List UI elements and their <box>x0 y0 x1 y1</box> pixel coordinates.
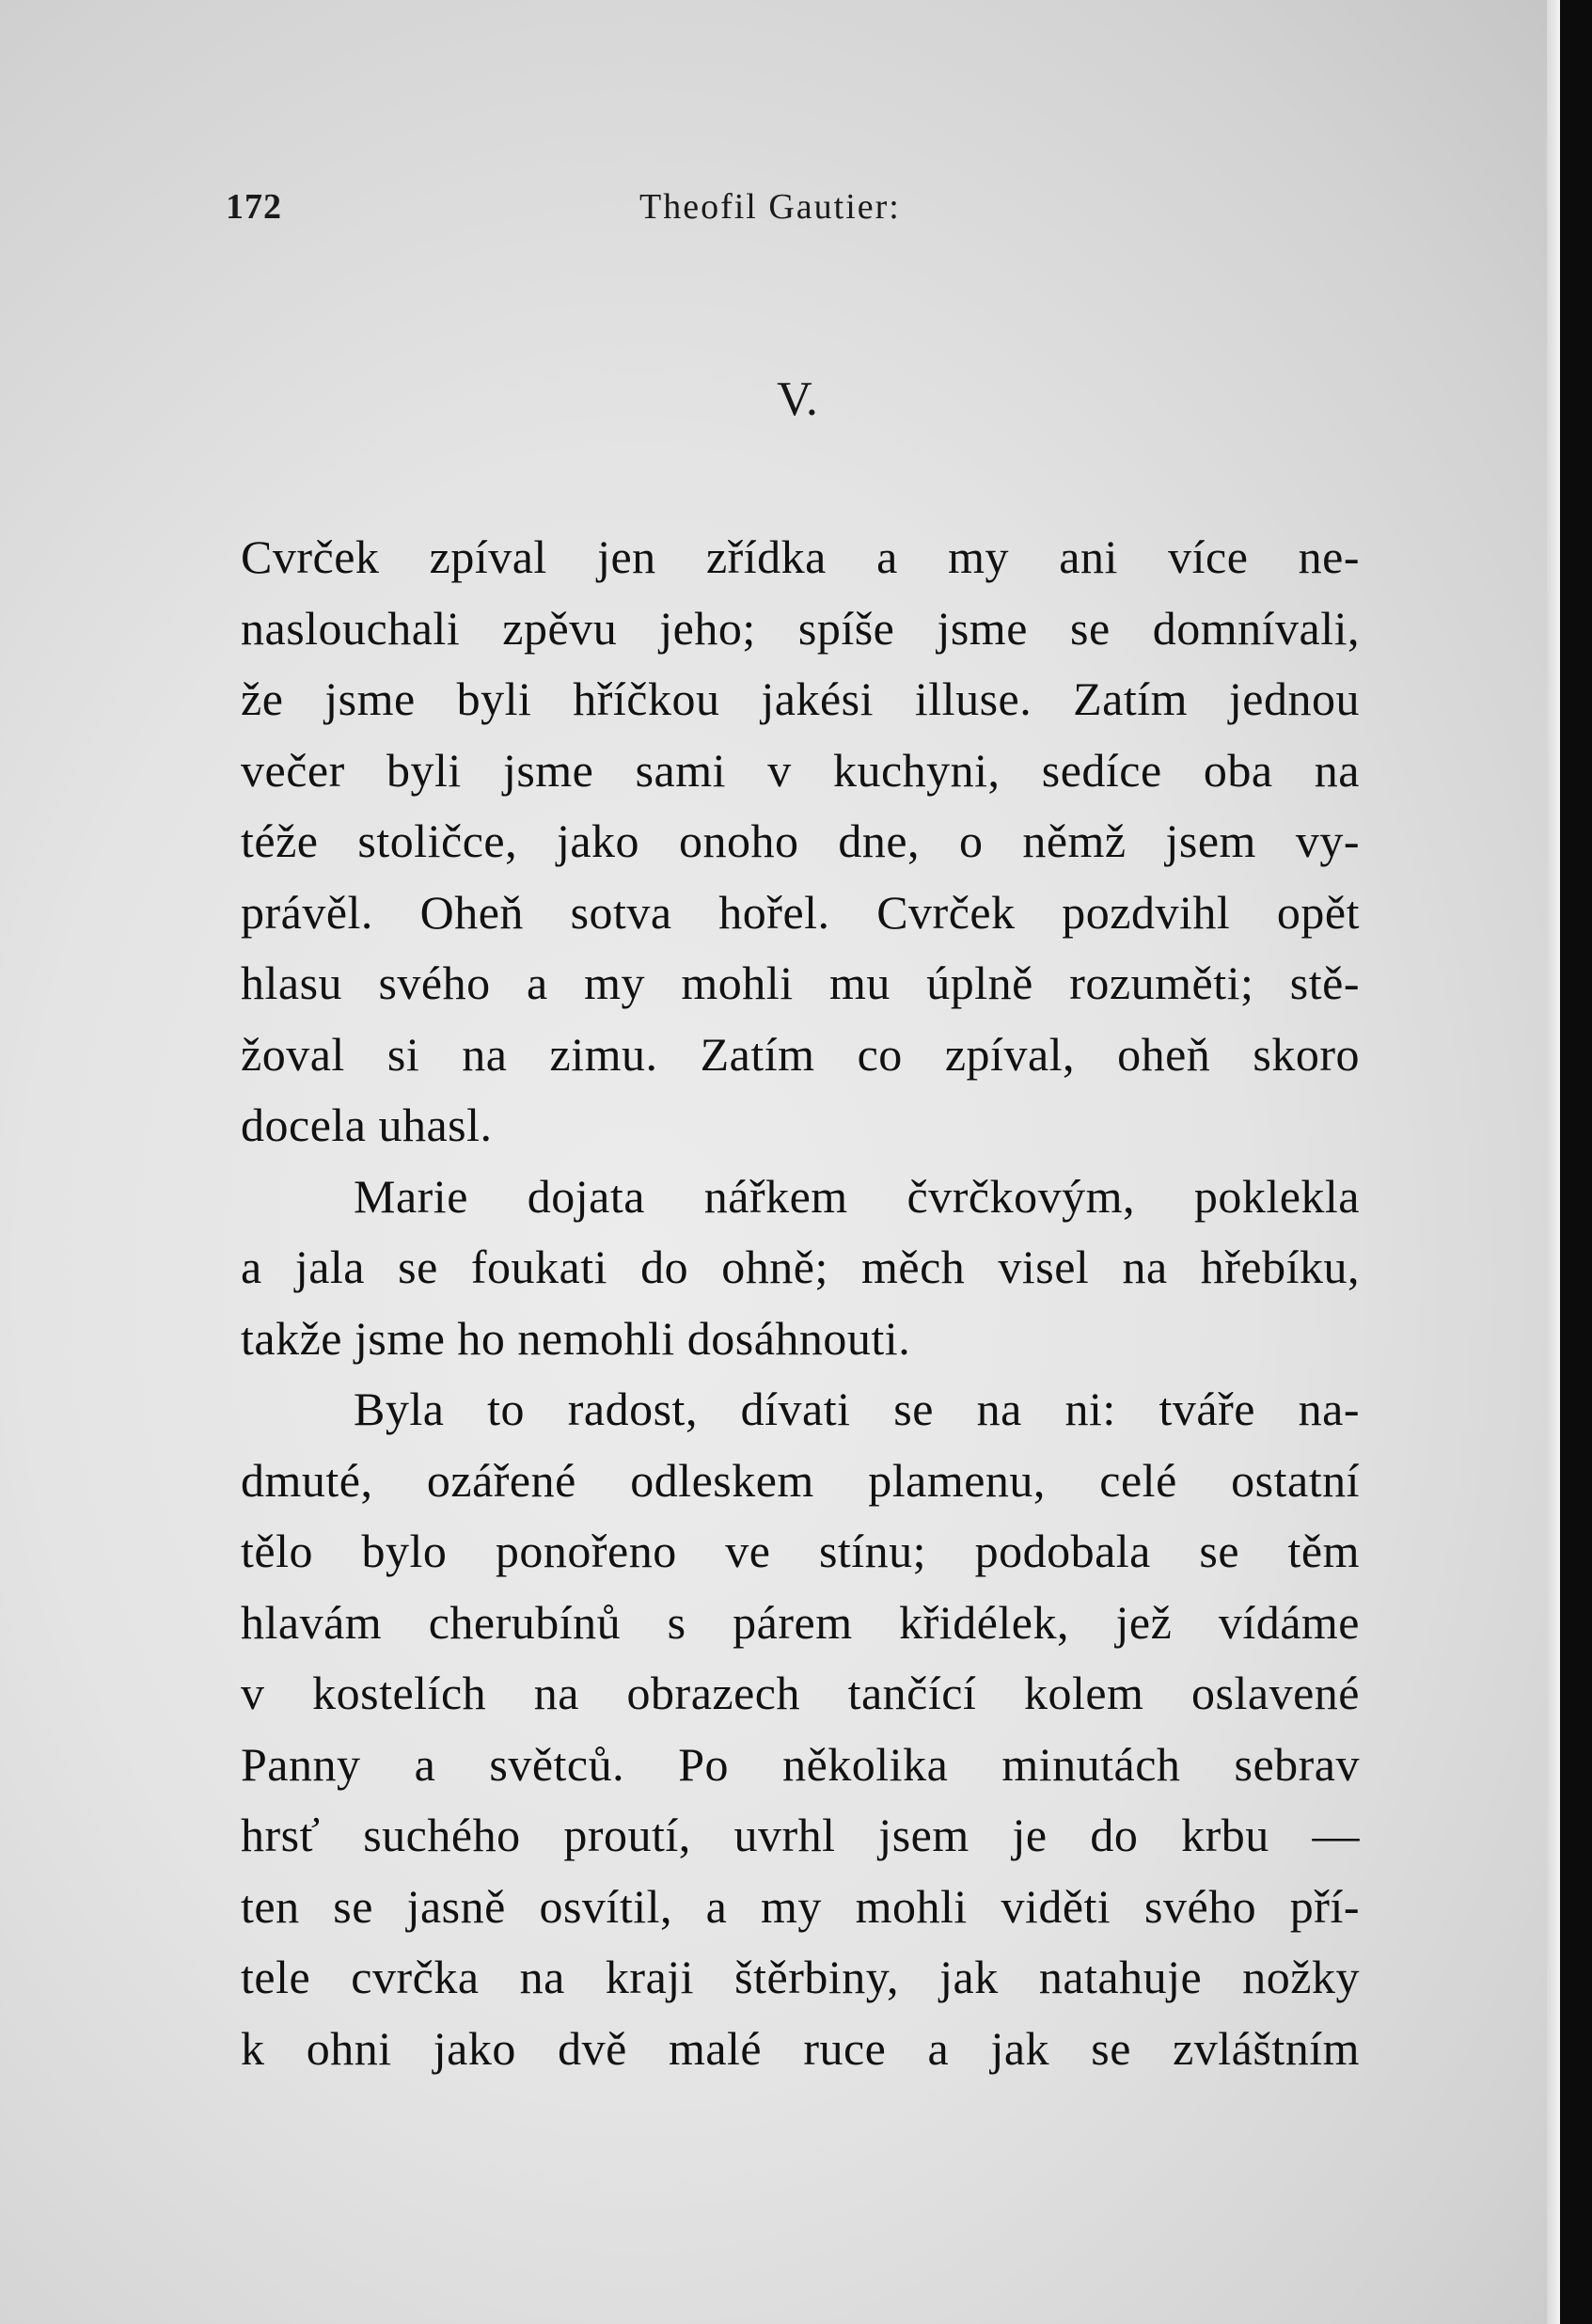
text-line: naslouchali zpěvu jeho; spíše jsme se domnívali, <box>241 601 1360 655</box>
chapter-heading <box>0 372 1592 427</box>
text-line: hlavám cherubínů s párem křidélek, jež vídáme <box>241 1595 1360 1649</box>
text-line: Marie dojata nářkem čvrčkovým, poklekla <box>354 1169 1360 1223</box>
chapter-number: V. <box>777 372 818 426</box>
text-line: ten se jasně osvítil, a my mohli viděti svého pří- <box>241 1879 1360 1933</box>
scan-border <box>1560 0 1592 2324</box>
text-line: Byla to radost, dívati se na ni: tváře na- <box>354 1383 1360 1435</box>
page-edge-highlight <box>1547 0 1560 2324</box>
text-line: hrsť suchého proutí, uvrhl jsem je do krbu — <box>241 1809 1360 1861</box>
text-line: hlasu svého a my mohli mu úplně rozuměti; stě- <box>241 956 1360 1009</box>
text-line: žoval si na zimu. Zatím co zpíval, oheň skoro <box>241 1027 1360 1081</box>
text-line: večer byli jsme sami v kuchyni, sedíce oba na <box>241 743 1360 797</box>
text-line: k ohni jako dvě malé ruce a jak se zvláštním <box>241 2021 1360 2075</box>
text-line: v kostelích na obrazech tančící kolem oslavené <box>241 1667 1360 1719</box>
text-line: takže jsme ho nemohli dosáhnouti. <box>241 1311 911 1365</box>
text-line: Panny a světců. Po několika minutách sebrav <box>241 1737 1360 1791</box>
text-line: právěl. Oheň sotva hořel. Cvrček pozdvihl opět <box>241 885 1360 939</box>
page-number: 172 <box>226 187 282 227</box>
text-line: Cvrček zpíval jen zřídka a my ani více ne- <box>241 530 1360 583</box>
text-line: téže stoličce, jako onoho dne, o němž jsem vy- <box>241 814 1360 867</box>
text-line: a jala se foukati do ohně; měch visel na hřebíku, <box>241 1241 1360 1293</box>
text-line: tele cvrčka na kraji štěrbiny, jak natahuje nožky <box>241 1951 1360 2003</box>
body-text <box>241 522 1360 2084</box>
running-head <box>226 186 1373 243</box>
text-line: docela uhasl. <box>241 1099 493 1151</box>
text-line: dmuté, ozářené odleskem plamenu, celé ostatní <box>241 1453 1360 1507</box>
running-title: Theofil Gautier: <box>639 187 901 227</box>
text-line: tělo bylo ponořeno ve stínu; podobala se těm <box>241 1525 1360 1577</box>
text-line: že jsme byli hříčkou jakési illuse. Zatím jednou <box>241 672 1360 725</box>
